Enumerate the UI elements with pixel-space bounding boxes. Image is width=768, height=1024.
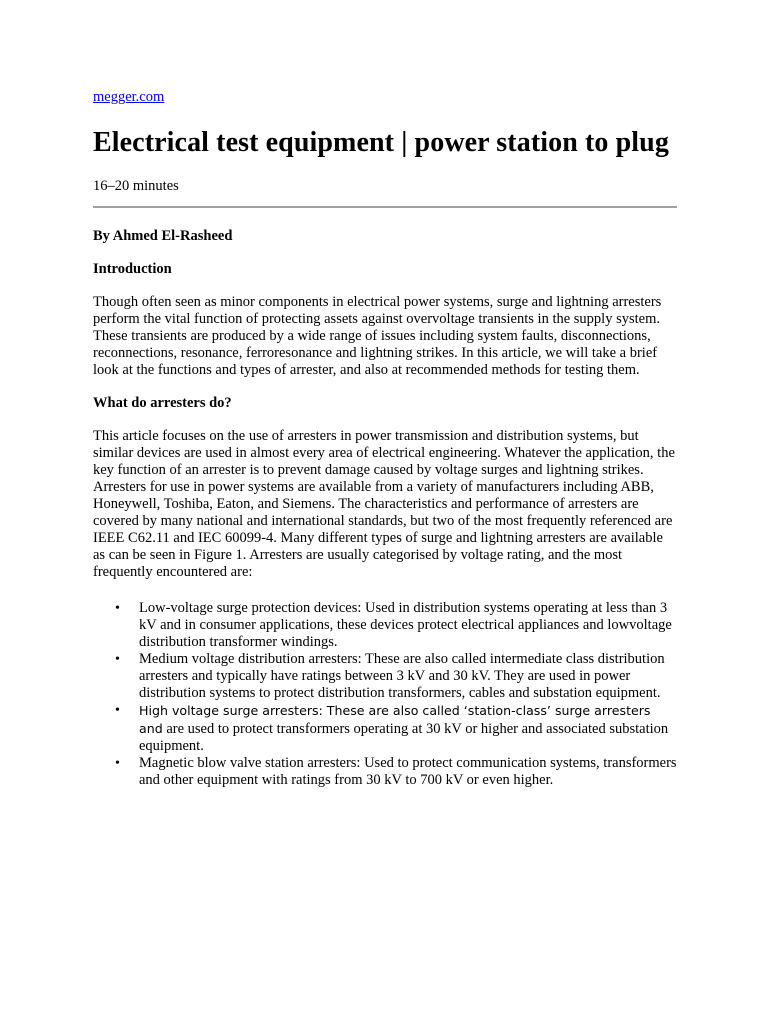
bullet-icon: • — [115, 703, 120, 718]
reading-time: 16–20 minutes — [93, 178, 179, 194]
article-title: Electrical test equipment | power station to plug — [93, 127, 669, 158]
article-page — [93, 88, 677, 789]
list-item-text: Low-voltage surge protection devices: Used in distribution systems operating at less than 3 kV and in consumer applications, these devices protect electrical appliances and lowvoltage distribution transformer windings. — [139, 600, 672, 650]
bullet-icon: • — [115, 756, 120, 771]
source-link[interactable]: megger.com — [93, 89, 165, 105]
section-heading-what-do-arresters-do: What do arresters do? — [93, 395, 232, 411]
intro-paragraph: Though often seen as minor components in electrical power systems, surge and lightning arresters perform the vital function of protecting assets against overvoltage transients in the supply system. These transients are produced by a wide range of issues including system faults, disconnections, reconnections, resonance, ferroresonance and lightning strikes. In this article, we will take a brief look at the functions and types of arrester, and also at recommended methods for testing them. — [93, 294, 662, 378]
list-item-text: Magnetic blow valve station arresters: Used to protect communication systems, transformers and other equipment with ratings from 30 kV to 700 kV or even higher. — [139, 755, 677, 788]
list-item-text-sans: High voltage surge arresters: These are also called ‘station-class’ surge arresters and — [139, 703, 651, 736]
arresters-paragraph: This article focuses on the use of arresters in power transmission and distribution systems, but similar devices are used in almost every area of electrical engineering. Whatever the application, the key function of an arrester is to prevent damage caused by voltage surges and lightning strikes. Arresters for use in power systems are available from a variety of manufacturers including ABB, Honeywell, Toshiba, Eaton, and Siemens. The characteristics and performance of arresters are covered by many national and international standards, but two of the most frequently referenced are IEEE C62.11 and IEC 60099-4. Many different types of surge and lightning arresters are available as can be seen in Figure 1. Arresters are usually categorised by voltage rating, and the most frequently encountered are: — [93, 428, 675, 580]
section-heading-introduction: Introduction — [93, 261, 172, 277]
list-item — [93, 600, 677, 651]
arrester-types-list — [93, 600, 677, 789]
list-item-text: Medium voltage distribution arresters: These are also called intermediate class distribution arresters and typically have ratings between 3 kV and 30 kV. They are used in power distribution systems to protect distribution transformers, cables and substation equipment. — [139, 651, 665, 701]
list-item — [93, 651, 677, 702]
list-item — [93, 702, 677, 755]
author-byline: By Ahmed El-Rasheed — [93, 228, 233, 244]
header-divider — [93, 206, 677, 208]
list-item — [93, 755, 677, 789]
bullet-icon: • — [115, 601, 120, 616]
bullet-icon: • — [115, 652, 120, 667]
list-item-text: are used to protect transformers operating at 30 kV or higher and associated substation equipment. — [139, 721, 669, 754]
